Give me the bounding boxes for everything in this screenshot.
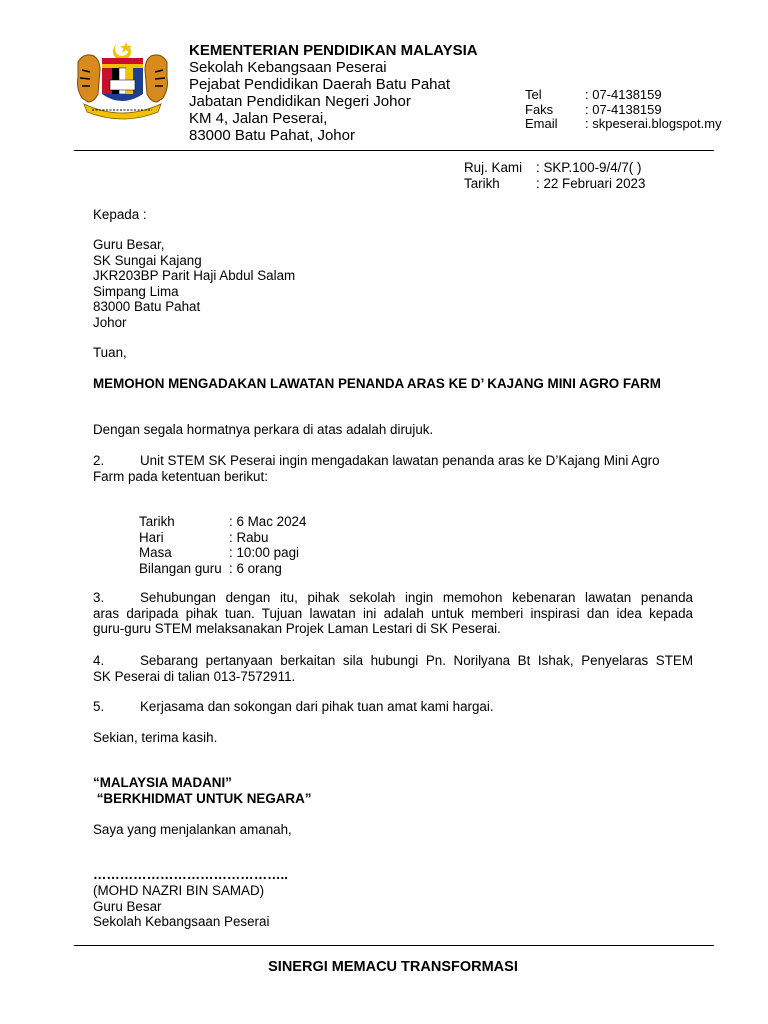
detail-label: Hari <box>139 529 164 545</box>
contact-value: : skpeserai.blogspot.my <box>585 116 722 131</box>
salutation: Tuan, <box>93 345 127 360</box>
ministry-name: KEMENTERIAN PENDIDIKAN MALAYSIA <box>189 42 478 59</box>
signatory-school: Sekolah Kebangsaan Peserai <box>93 914 270 929</box>
contact-value: : 07-4138159 <box>585 87 662 102</box>
paragraph-text: Farm pada ketentuan berikut: <box>93 468 268 484</box>
reference-block <box>464 160 645 191</box>
paragraph-2 <box>93 453 693 484</box>
recipient-line: Simpang Lima <box>93 283 179 299</box>
detail-value: : Rabu <box>229 529 269 545</box>
letterhead-address-line: Sekolah Kebangsaan Peserai <box>189 59 387 76</box>
contact-label: Email <box>525 116 558 131</box>
coat-of-arms-logo <box>70 40 175 122</box>
signatory-name: (MOHD NAZRI BIN SAMAD) <box>93 883 265 898</box>
contact-tel <box>525 88 722 103</box>
paragraph-text: Unit STEM SK Peserai ingin mengadakan lawatan penanda aras ke D’Kajang Mini Agro <box>140 453 660 468</box>
recipient-line: 83000 Batu Pahat <box>93 299 201 315</box>
intro-paragraph: Dengan segala hormatnya perkara di atas adalah dirujuk. <box>93 422 434 437</box>
amanah-line: Saya yang menjalankan amanah, <box>93 822 292 837</box>
paragraph-text: guru-guru STEM melaksanakan Projek Laman Lestari di SK Peserai. <box>93 621 501 637</box>
paragraph-text: Sehubungan dengan itu, pihak sekolah ingin memohon kebenaran lawatan penanda <box>140 590 693 605</box>
signatory-title: Guru Besar <box>93 899 162 914</box>
contact-block <box>525 88 722 132</box>
kepada-label: Kepada : <box>93 207 147 222</box>
contact-label: Tel <box>525 87 542 102</box>
paragraph-number: 5. <box>93 699 105 714</box>
paragraph-number: 2. <box>93 453 105 468</box>
paragraph-text: Kerjasama dan sokongan dari pihak tuan amat kami hargai. <box>140 699 494 714</box>
subject-heading: MEMOHON MENGADAKAN LAWATAN PENANDA ARAS KE D’ KAJANG MINI AGRO FARM <box>93 376 661 391</box>
contact-label: Faks <box>525 101 554 117</box>
closing-remark: Sekian, terima kasih. <box>93 730 218 745</box>
contact-email <box>525 117 722 132</box>
paragraph-3 <box>93 590 693 637</box>
footer-motto: SINERGI MEMACU TRANSFORMASI <box>268 959 518 975</box>
recipient-line: Johor <box>93 314 127 330</box>
letterhead-address-line: Jabatan Pendidikan Negeri Johor <box>189 93 411 110</box>
letterhead-address-line: 83000 Batu Pahat, Johor <box>189 127 355 144</box>
paragraph-text: Sebarang pertanyaan berkaitan sila hubungi Pn. Norilyana Bt Ishak, Penyelaras STEM <box>140 653 693 668</box>
recipient-line: Guru Besar, <box>93 237 165 252</box>
detail-value: : 6 Mac 2024 <box>229 514 307 529</box>
header-divider <box>74 150 714 151</box>
tarikh-label: Tarikh <box>464 175 500 191</box>
recipient-line: SK Sungai Kajang <box>93 252 202 268</box>
detail-value: : 6 orang <box>229 560 282 576</box>
detail-label: Masa <box>139 545 172 561</box>
paragraph-text: aras daripada pihak tuan. Tujuan lawatan ini adalah untuk memberi inspirasi dan idea kepada <box>93 605 693 621</box>
contact-fax <box>525 103 722 118</box>
paragraph-5 <box>93 699 693 715</box>
ruj-value: : SKP.100-9/4/7( ) <box>536 160 642 175</box>
letterhead-address-line: Pejabat Pendidikan Daerah Batu Pahat <box>189 76 451 93</box>
slogan-malaysia-madani: “MALAYSIA MADANI” <box>93 775 232 790</box>
footer-divider <box>74 945 714 946</box>
slogan-berkhidmat: “BERKHIDMAT UNTUK NEGARA” <box>93 791 312 806</box>
paragraph-number: 3. <box>93 590 105 605</box>
visit-details <box>139 514 306 576</box>
detail-value: : 10:00 pagi <box>229 545 299 561</box>
paragraph-number: 4. <box>93 653 105 668</box>
recipient-line: JKR203BP Parit Haji Abdul Salam <box>93 268 296 284</box>
recipient-address <box>93 237 295 331</box>
tarikh-value: : 22 Februari 2023 <box>536 175 646 191</box>
letterhead-address-line: KM 4, Jalan Peserai, <box>189 110 328 127</box>
ruj-label: Ruj. Kami <box>464 160 523 175</box>
signature-dots: …………………………………….. <box>93 867 288 882</box>
paragraph-text: SK Peserai di talian 013-7572911. <box>93 668 296 684</box>
paragraph-4 <box>93 653 693 684</box>
detail-label: Bilangan guru <box>139 560 222 576</box>
contact-value: : 07-4138159 <box>585 101 662 117</box>
detail-label: Tarikh <box>139 514 175 529</box>
